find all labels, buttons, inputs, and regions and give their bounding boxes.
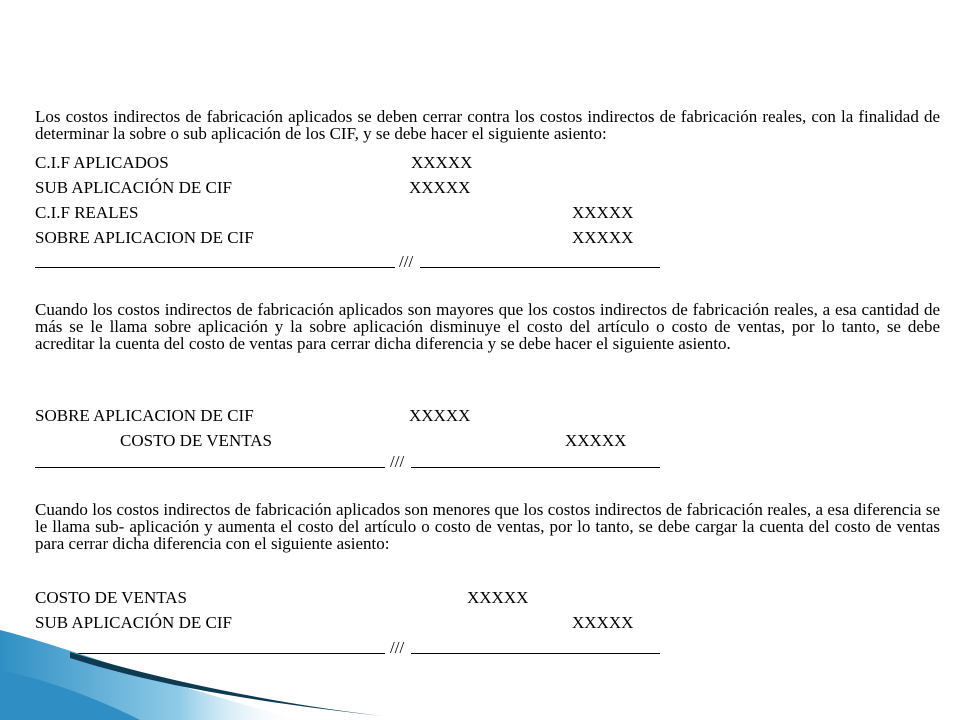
rule-segment-right (411, 653, 660, 654)
entry3-amount-2: XXXXX (572, 613, 634, 632)
entry1-account-3: C.I.F REALES (35, 203, 139, 222)
entry1-amount-4: XXXXX (572, 228, 634, 247)
entry1-amount-2: XXXXX (409, 178, 471, 197)
entry3-account-1: COSTO DE VENTAS (35, 588, 187, 607)
entry3-account-2: SUB APLICACIÓN DE CIF (35, 613, 232, 632)
under-application-paragraph: Cuando los costos indirectos de fabricación aplicados son menores que los costos indirectos de fabricación reales, a esa diferencia se le llama sub- aplicación y aumenta el costo del artículo o costo de ventas, por lo tanto, se debe cargar la cuenta del costo de ventas para cerrar dicha diferencia con el siguiente asiento: (35, 500, 940, 553)
entry-separator: /// (399, 252, 414, 271)
rule-segment-left (35, 467, 385, 468)
intro-paragraph: Los costos indirectos de fabricación aplicados se deben cerrar contra los costos indirectos de fabricación reales, con la finalidad de determinar la sobre o sub aplicación de los CIF, y se debe hacer el siguiente asiento: (35, 107, 940, 143)
entry1-account-4: SOBRE APLICACION DE CIF (35, 228, 254, 247)
entry-separator: /// (390, 452, 405, 471)
entry1-closing-rule (35, 252, 660, 272)
entry2-account-2: COSTO DE VENTAS (120, 431, 272, 450)
entry2-amount-1: XXXXX (409, 406, 471, 425)
entry2-amount-2: XXXXX (565, 431, 627, 450)
entry1-amount-1: XXXXX (411, 153, 473, 172)
entry2-account-1: SOBRE APLICACION DE CIF (35, 406, 254, 425)
entry-separator: /// (390, 638, 405, 657)
entry1-account-1: C.I.F APLICADOS (35, 153, 169, 172)
entry2-closing-rule (35, 452, 660, 472)
rule-segment-right (411, 467, 660, 468)
corner-swoosh-decoration (0, 600, 400, 720)
rule-segment-right (420, 267, 660, 268)
entry1-amount-3: XXXXX (572, 203, 634, 222)
over-application-paragraph: Cuando los costos indirectos de fabricación aplicados son mayores que los costos indirectos de fabricación reales, a esa cantidad de más se le llama sobre aplicación y la sobre aplicación disminuye el costo del artículo o costo de ventas, por lo tanto, se debe acreditar la cuenta del costo de ventas para cerrar dicha diferencia y se debe hacer el siguiente asiento. (35, 300, 940, 353)
rule-segment-left (35, 267, 395, 268)
entry1-account-2: SUB APLICACIÓN DE CIF (35, 178, 232, 197)
entry3-amount-1: XXXXX (467, 588, 529, 607)
